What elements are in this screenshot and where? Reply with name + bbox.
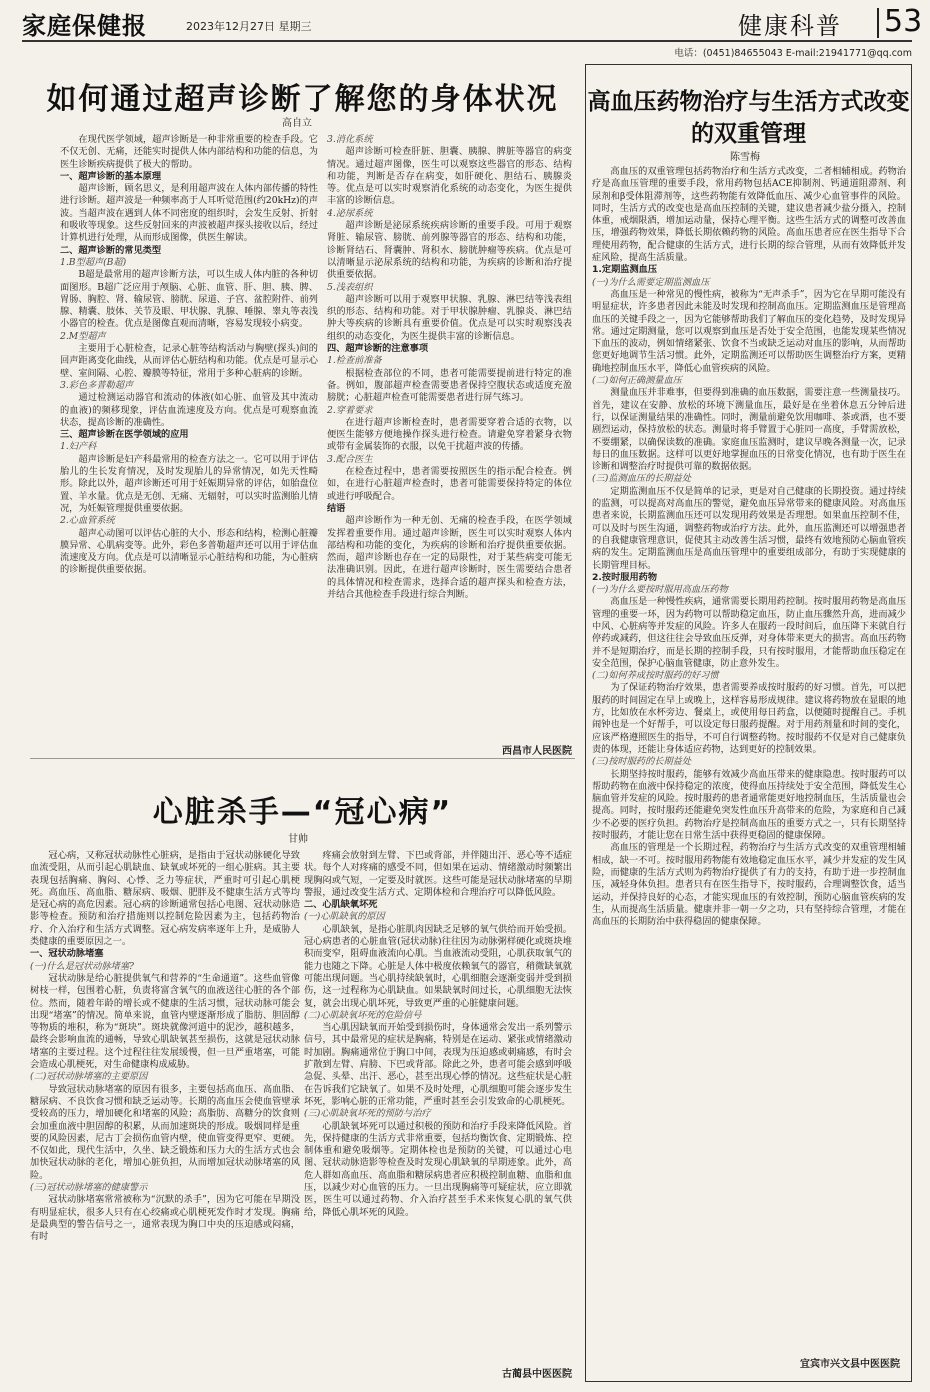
paragraph: 在现代医学领域，超声诊断是一种非常重要的检查手段。它不仅无创、无痛，还能实时提供人体内部结构和功能的信息，为医生诊断疾病提供了极大的帮助。 — [60, 134, 318, 170]
section-heading: 一、超声诊断的基本原理 — [60, 170, 162, 182]
article3-title: 高血压药物治疗与生活方式改变的双重管理 — [587, 89, 910, 147]
article2-author: 甘帅 — [288, 834, 308, 845]
subsection-heading: (一)为什么要按时服用高血压药物 — [592, 584, 728, 596]
paragraph: B超是最常用的超声诊断方法，可以生成人体内脏的各种切面图形。B超广泛应用于颅脑、心脏、血管、肝、胆、胰、脾、胃肠、胸腔、肾、输尿管、膀胱、尿道、子宫、盆腔附件、前列腺、精囊、肢体、关节及眼、甲状腺、乳腺、唾腺、睾丸等表浅小器官的检查。优点是图像直观而清晰，容易发现较小病变。 — [60, 269, 318, 330]
paragraph: 超声诊断可检查肝脏、胆囊、胰腺、脾脏等器官的病变情况。通过超声图像，医生可以观察这些器官的形态、结构和功能，判断是否存在病变，如肝硬化、胆结石、胰腺炎等。优点是可以实时观察消化系统的动态变化，为医生提供丰富的诊断信息。 — [327, 146, 572, 207]
article1-credit: 西昌市人民医院 — [502, 746, 572, 757]
article2-column-left — [30, 850, 300, 1380]
article1-column-right — [327, 134, 572, 734]
paragraph: 超声诊断是泌尿系统疾病诊断的重要手段。可用于观察肾脏、输尿管、膀胱、前列腺等器官的形态、结构和功能，诊断肾结石、肾囊肿、肾积水、膀胱肿瘤等疾病。优点是可以清晰显示泌尿系统的结构和功能，为疾病的诊断和治疗提供重要依据。 — [327, 220, 572, 281]
subsection-heading: 3.消化系统 — [327, 134, 373, 145]
paragraph: 导致冠状动脉堵塞的原因有很多，主要包括高血压、高血脂、糖尿病、不良饮食习惯和缺乏运动等。长期的高血压会使血管壁承受较高的压力，增加硬化和堵塞的风险；高脂肪、高糖分的饮食则会加重血液中胆固醇的积累，从而加速斑块的形成。吸烟同样是重要的风险因素，尼古丁会损伤血管内壁，使血管变得更窄、更硬。不仅如此，现代生活中，久坐、缺乏锻炼和压力大的生活方式也会加快冠状动脉的老化，增加心脏负担，从而增加冠状动脉堵塞的风险。 — [30, 1083, 300, 1181]
paragraph: 测量血压并非难事，但要得到准确的血压数据，需要注意一些测量技巧。首先，建议在安静、放松的环境下测量血压，最好是在坐着休息五分钟后进行，以保证测量结果的准确性。同时，测量前避免饮用咖啡、茶或酒，也不要剧烈运动，保持放松的状态。测量时将手臂置于心脏同一高度，手臂需放松，不要绷紧，以确保读数的准确。家庭血压监测时，建议早晚各测量一次，记录每日的血压数据。这样可以更好地掌握血压的日常变化情况，也有助于医生在诊断和调整治疗时提供可靠的数据依据。 — [592, 387, 906, 473]
paragraph: 高血压的双重管理包括药物治疗和生活方式改变，二者相辅相成。药物治疗是高血压管理的重要手段，常用药物包括ACE抑制剂、钙通道阻滞剂、利尿剂和β受体阻滞剂等，这些药物能有效降低血压、减少心血管事件的风险。同时，生活方式的改变也是高血压控制的关键，建议患者减少盐分摄入，控制体重，戒烟限酒，增加运动量，保持心理平衡。这些生活方式的调整可改善血压，增强药物效果，降低长期依赖药物的风险。高血压患者应在医生指导下合理使用药物，配合健康的生活方式，进行长期的综合管理，从而有效降低并发症风险，提高生活质量。 — [592, 166, 906, 264]
paragraph: 根据检查部位的不同，患者可能需要提前进行特定的准备。例如，腹部超声检查需要患者保持空腹状态或适度充盈膀胱；心脏超声检查可能需要患者进行屏气练习。 — [327, 367, 572, 404]
section-heading: 三、超声诊断在医学领域的应用 — [60, 429, 189, 441]
paragraph: 为了保证药物治疗效果，患者需要养成按时服药的好习惯。首先，可以把服药的时间固定在早上或晚上，这样容易形成规律。建议将药物放在显眼的地方，比如放在水杯旁边、餐桌上，或使用每日药盒，以便随时提醒自己。手机闹钟也是一个好帮手，可以设定每日服药提醒。对于用药剂量和时间的变化，应该严格遵照医生的指导，不可自行调整药物。按时服药不仅是对自己健康负责的体现，还能让身体适应药物，达到更好的控制效果。 — [592, 682, 906, 755]
subsection-heading: 1.检查前准备 — [327, 355, 382, 367]
subsection-heading: (三)监测血压的长期益处 — [592, 473, 692, 485]
section-heading: 二、心肌缺氧坏死 — [304, 899, 378, 911]
paragraph: 在检查过程中，患者需要按照医生的指示配合检查。例如，在进行心脏超声检查时，患者可能需要保持特定的体位或进行呼吸配合。 — [327, 466, 572, 502]
paragraph: 高血压的管理是一个长期过程，药物治疗与生活方式改变的双重管理相辅相成，缺一不可。按时服用药物能有效地稳定血压水平，减少并发症的发生风险，而健康的生活方式则为药物治疗提供了有力的支持，有助于进一步控制血压，减轻身体负担。患者只有在医生指导下，按时服药，合理调整饮食，适当运动，并保持良好的心态，才能实现血压的有效控制，预防心脑血管疾病的发生，从而提高生活质量。健康并非一朝一夕之功，只有坚持综合管理，才能在高血压的长期防治中获得稳固的健康保障。 — [592, 842, 906, 928]
section-heading: 四、超声诊断的注意事项 — [327, 343, 429, 355]
section-heading: 一、冠状动脉堵塞 — [30, 948, 104, 960]
subsection-heading: (二)如何养成按时服药的好习惯 — [592, 670, 719, 682]
paragraph: 在进行超声诊断检查时，患者需要穿着合适的衣物，以便医生能够方便地操作探头进行检查。请避免穿着紧身衣物或带有金属装饰的衣服，以免干扰超声波的传播。 — [327, 416, 572, 453]
paragraph: 冠状动脉是给心脏提供氧气和营养的“生命通道”。这些血管像树枝一样，包围着心脏，负责将富含氧气的血液送往心脏的各个部位。然而，随着年龄的增长或不健康的生活习惯，冠状动脉可能会出现“堵塞”的情况。简单来说，血管内壁逐渐形成了脂肪、胆固醇等物质的堆积，称为“斑块”。斑块就像河道中的泥沙，越积越多，最终会影响血流的通畅，导致心肌缺氧甚至损伤，这就是冠状动脉堵塞的主要过程。这个过程往往发展缓慢，但一旦严重堵塞，可能会造成心肌梗死，对生命健康构成威胁。 — [30, 972, 300, 1071]
page-header — [22, 4, 923, 40]
paragraph: 心肌缺氧，是指心脏肌肉因缺乏足够的氧气供给而开始受损。冠心病患者的心脏血管(冠状动脉)往往因为动脉粥样硬化或斑块堆积而变窄，阻碍血液流向心肌。当血液流动受阻，心肌获取氧气的能力也随之下降。心脏是人体中极度依赖氧气的器官，稍微缺氧就可能出现问题。当心肌持续缺氧时，心肌细胞会逐渐变弱并受到损伤，这一过程称为心肌缺血。如果缺氧时间过长，心肌细胞无法恢复，就会出现心肌坏死，导致更严重的心脏健康问题。 — [304, 923, 572, 1009]
paragraph: 高血压是一种常见的慢性病，被称为“无声杀手”，因为它在早期可能没有明显症状，许多患者因此未能及时发现和控制高血压。定期监测血压是管理高血压的关键手段之一，因为它能够帮助我们了解血压的变化趋势，及时发现异常。通过定期测量，您可以观察到血压是否处于安全范围，也能发现某些情况下血压的波动，例如情绪紧张、饮食不当或缺乏运动对血压的影响，从而帮助您更好地调节生活习惯。此外，定期监测还可以帮助医生调整治疗方案，更精确地控制血压水平，降低心血管疾病的风险。 — [592, 288, 906, 374]
paragraph: 超声诊断，顾名思义，是利用超声波在人体内部传播的特性进行诊断。超声波是一种频率高于人耳听觉范围(约20kHz)的声波。当超声波在遇到人体不同密度的组织时，会发生反射、折射和吸收等现象。这些反射回来的声波被超声探头接收以后，经过计算机进行处理，从而形成图像，供医生解读。 — [60, 183, 318, 244]
paragraph: 超声诊断是妇产科最常用的检查方法之一。它可以用于评估胎儿的生长发育情况，及时发现胎儿的异常情况，如先天性畸形。除此以外，超声诊断还可用于妊娠期异常的评估，如胎盘位置、羊水量。优点是无创、无痛、无辐射，可以实时监测胎儿情况，为妊娠管理提供重要依据。 — [60, 453, 318, 514]
subsection-heading: (一)什么是冠状动脉堵塞? — [30, 960, 134, 972]
paragraph: 疼痛会放射到左臂、下巴或背部，并伴随出汗、恶心等不适症状。每个人对疼痛的感受不同，但如果在运动、情绪激动时频繁出现胸闷或气短，一定要及时就医。这些可能是冠状动脉堵塞的早期警报，通过改变生活方式、定期体检和合理治疗可以降低风险。 — [304, 850, 572, 898]
subsection-heading: (一)心肌缺氧的原因 — [304, 911, 385, 923]
subsection-heading: 2.心血管系统 — [60, 515, 115, 527]
subsection-heading: 5.浅表组织 — [327, 281, 373, 293]
contact-info: 电话：(0451)84655043 E-mail:21941771@qq.com — [674, 48, 912, 59]
subsection-heading: (三)心肌缺氧坏死的预防与治疗 — [304, 1108, 431, 1120]
subsection-heading: (二)心肌缺氧坏死的危险信号 — [304, 1009, 422, 1021]
subsection-heading: (三)冠状动脉堵塞的健康警示 — [30, 1182, 148, 1194]
section-heading: 二、超声诊断的常见类型 — [60, 244, 162, 256]
subsection-heading: 3.彩色多普勒超声 — [60, 379, 134, 391]
section-heading: 1.定期监测血压 — [592, 264, 658, 276]
article1-author: 高自立 — [282, 118, 312, 129]
section-name: 健康科普 — [738, 12, 842, 40]
paragraph: 超声诊断可以用于观察甲状腺、乳腺、淋巴结等浅表组织的形态、结构和功能。对于甲状腺肿瘤、乳腺炎、淋巴结肿大等疾病的诊断具有重要价值。优点是可以实时观察浅表组织的动态变化，为医生提供丰富的诊断信息。 — [327, 293, 572, 342]
section-heading: 2.按时服用药物 — [592, 571, 658, 583]
paragraph: 超声心动图可以评估心脏的大小、形态和结构，检测心脏瓣膜异常、心肌病变等。此外，彩色多普勒超声还可以用于评估血流速度及方向。优点是可以清晰显示心脏结构和功能，为心脏病的诊断提供重要依据。 — [60, 527, 318, 576]
article3-author: 陈雪梅 — [730, 152, 760, 163]
paragraph: 高血压是一种慢性疾病，通常需要长期用药控制。按时服用药物是高血压管理的重要一环，因为药物可以帮助稳定血压，防止血压骤然升高，进而减少中风、心脏病等并发症的风险。许多人在服药一段时间后，血压降下来就自行停药或减药，但这往往会导致血压反弹，对身体带来更大的损害。高血压药物并不是短期治疗，而是长期的控制手段，只有按时服用，才能帮助血压稳定在安全范围，保护心脑血管健康，防止意外发生。 — [592, 596, 906, 669]
subsection-heading: (二)如何正确测量血压 — [592, 375, 682, 387]
page-number: 53 — [884, 4, 923, 39]
paragraph: 主要用于心脏检查，记录心脏等结构活动与胸壁(探头)间的回声距离变化曲线，从而评估心脏结构和功能。优点是可显示心壁、室间隔、心腔、瓣膜等特征，常用于多种心脏病的诊断。 — [60, 343, 318, 379]
paragraph: 定期监测血压不仅是简单的记录，更是对自己健康的长期投资。通过持续的监测，可以提高对高血压的警觉，避免血压异常带来的健康风险。对高血压患者来说，长期监测血压还可以发现用药效果是否理想。如果血压控制不佳，可以及时与医生沟通，调整药物或治疗方法。此外，血压监测还可以增强患者的自我健康管理意识，促使其主动改善生活习惯，最终有效地预防心脑血管疾病的发生。定期监测血压是高血压管理中的重要组成部分，有助于实现健康的长期管理目标。 — [592, 485, 906, 571]
subsection-heading: 2.M型超声 — [60, 330, 106, 342]
subsection-heading: 2.穿着要求 — [327, 404, 373, 416]
subsection-heading: 1.妇产科 — [60, 441, 97, 453]
paragraph: 长期坚持按时服药，能够有效减少高血压带来的健康隐患。按时服药可以帮助药物在血液中保持稳定的浓度，使得血压持续处于安全范围，降低发生心脑血管并发症的风险。按时服药的患者通常能更好地控制血压，生活质量也会提高。同时，按时服药还能避免突发性血压升高带来的危险，为家庭和自己减少不必要的医疗负担。药物治疗是控制高血压的重要方式之一，只有长期坚持按时服药，才能让您在日常生活中获得更稳固的健康保障。 — [592, 768, 906, 842]
article3-body — [592, 166, 906, 1346]
article2-credit: 古蔺县中医医院 — [502, 1369, 572, 1380]
article1-column-left — [60, 134, 318, 744]
issue-date: 2023年12月27日 星期三 — [186, 20, 312, 33]
subsection-heading: (二)冠状动脉堵塞的主要原因 — [30, 1071, 148, 1083]
article3-credit: 宜宾市兴文县中医医院 — [800, 1359, 900, 1370]
paragraph: 当心肌因缺氧而开始受到损伤时，身体通常会发出一系列警示信号，其中最常见的症状是胸痛，特别是在运动、紧张或情绪激动时加剧。胸痛通常位于胸口中间，表现为压迫感或刺痛感，有时会扩散到左臂、肩膀、下巴或背部。除此之外，患者可能会感到呼吸急促、头晕、出汗、恶心，甚至出现心悸的情况。这些症状是心脏在告诉我们它缺氧了。如果不及时处理，心肌细胞可能会逐步发生坏死，影响心脏的正常功能，严重时甚至会引发致命的心肌梗死。 — [304, 1022, 572, 1107]
paragraph: 冠状动脉堵塞常常被称为“沉默的杀手”，因为它可能在早期没有明显症状，很多人只有在心绞痛或心肌梗死发作时才发现。胸痛是最典型的警告信号之一，通常表现为胸口中央的压迫感或闷痛，有时 — [30, 1194, 300, 1243]
article2-column-right — [304, 850, 572, 1360]
paragraph: 冠心病，又称冠状动脉性心脏病，是指由于冠状动脉硬化导致血流受阻，从而引起心肌缺血、缺氧或坏死的一组心脏病。其主要表现包括胸痛、胸闷、心悸、乏力等症状，严重时可引起心肌梗死。高血压、高血脂、糖尿病、吸烟、肥胖及不健康生活方式等均是冠心病的高危因素。冠心病的诊断通常包括心电图、冠状动脉造影等检查。预防和治疗措施则以控制危险因素为主，包括药物治疗、介入治疗和生活方式调整。冠心病发病率逐年上升，是威胁人类健康的重要原因之一。 — [30, 850, 300, 948]
subsection-heading: (一)为什么需要定期监测血压 — [592, 276, 710, 288]
section-heading: 结语 — [327, 502, 346, 514]
subsection-heading: (三)按时服药的长期益处 — [592, 756, 692, 768]
article2-title: 心脏杀手—“冠心病” — [152, 795, 453, 830]
subsection-heading: 1.B型超声(B超) — [60, 256, 127, 268]
header-rule — [22, 40, 912, 42]
paragraph: 心肌缺氧坏死可以通过积极的预防和治疗手段来降低风险。首先，保持健康的生活方式非常重要，包括均衡饮食、定期锻炼、控制体重和避免吸烟等。定期体检也是预防的关键，可以通过心电图、冠状动脉造影等检查及时发现心肌缺氧的早期迹象。此外，高危人群如高血压、高血脂和糖尿病患者应积极控制血糖、血脂和血压，以减少对心血管的压力。一旦出现胸痛等可疑症状，应立即就医，医生可以通过药物、介入治疗甚至手术来恢复心肌的氧气供给，降低心肌坏死的风险。 — [304, 1120, 572, 1218]
subsection-heading: 3.配合医生 — [327, 453, 373, 465]
header-divider — [877, 8, 879, 38]
article1-title: 如何通过超声诊断了解您的身体状况 — [46, 82, 559, 117]
paragraph: 通过检测运动器官和流动的体液(如心脏、血管及其中流动的血液)的频移现象，评估血流速度及方向。优点是可观察血流状态，提高诊断的准确性。 — [60, 392, 318, 428]
subsection-heading: 4.泌尿系统 — [327, 207, 373, 219]
article-divider — [30, 758, 575, 759]
newspaper-name: 家庭保健报 — [22, 12, 147, 40]
paragraph: 超声诊断作为一种无创、无痛的检查手段，在医学领域发挥着重要作用。通过超声诊断，医生可以实时观察人体内部结构和功能的变化，为疾病的诊断和治疗提供重要依据。然而，超声诊断也存在一定的局限性，对于某些病变可能无法准确识别。因此，在进行超声诊断时，医生需要结合患者的具体情况和检查需求，选择合适的超声探头和检查方法，并结合其他检查手段进行综合判断。 — [327, 515, 572, 600]
